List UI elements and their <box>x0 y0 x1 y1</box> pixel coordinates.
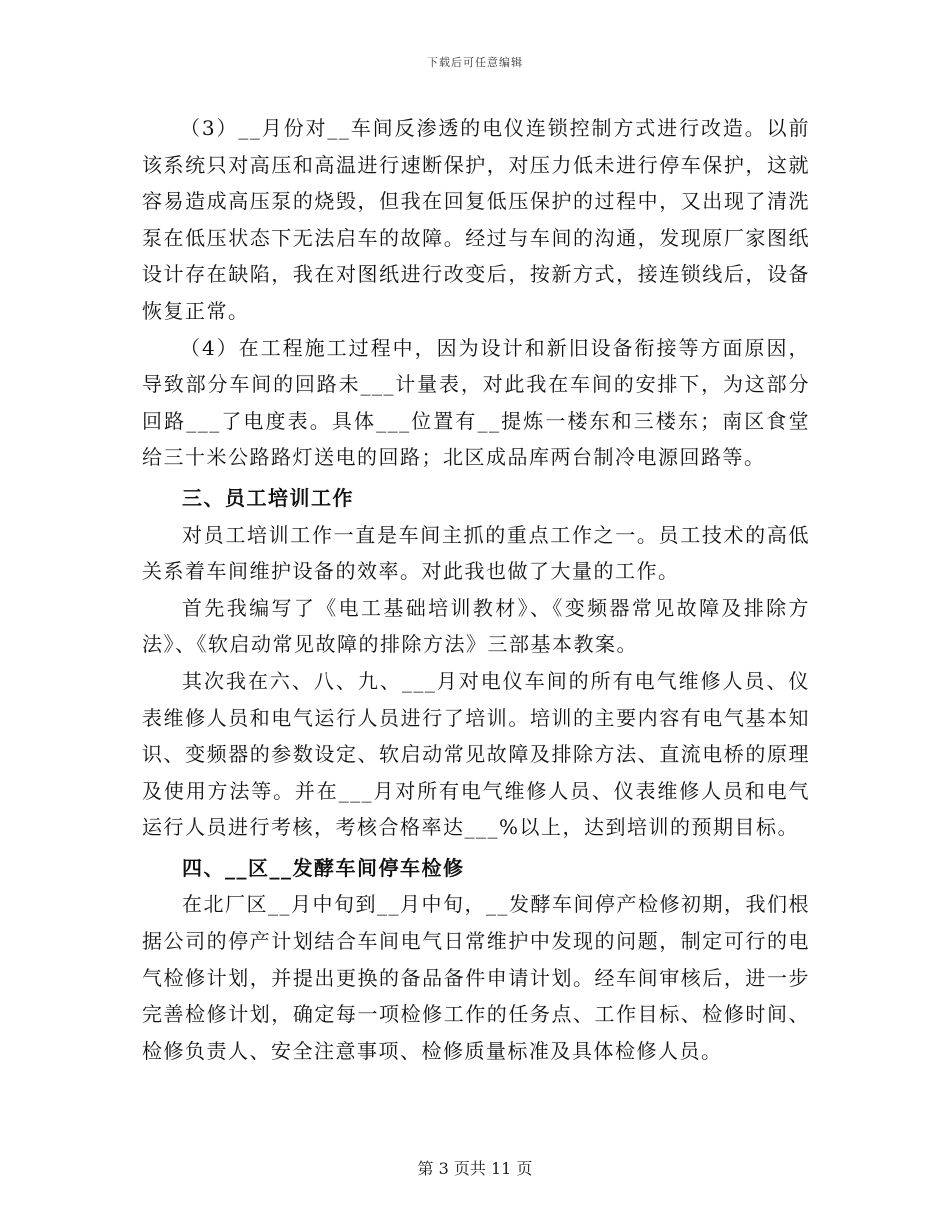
paragraph-training-intro: 对员工培训工作一直是车间主抓的重点工作之一。员工技术的高低关系着车间维护设备的效率。对此我也做了大量的工作。 <box>142 522 810 584</box>
paragraph-overhaul: 在北厂区__月中旬到__月中旬，__发酵车间停产检修初期，我们根据公司的停产计划结合车间电气日常维护中发现的问题，制定可行的电气检修计划，并提出更换的备品备件申请计划。经车间审核后，进一步完善检修计划，确定每一项检修工作的任务点、工作目标、检修时间、检修负责人、安全注意事项、检修质量标准及具体检修人员。 <box>142 892 810 1063</box>
paragraph-item-3: （3）__月份对__车间反渗透的电仪连锁控制方式进行改造。以前该系统只对高压和高温进行速断保护，对压力低未进行停车保护，这就容易造成高压泵的烧毁，但我在回复低压保护的过程中，又出现了清洗泵在低压状态下无法启车的故障。经过与车间的沟通，发现原厂家图纸设计存在缺陷，我在对图纸进行改变后，按新方式，接连锁线后，设备恢复正常。 <box>142 116 810 323</box>
document-body <box>142 110 810 1069</box>
section-heading-overhaul: 四、__区__发酵车间停车检修 <box>182 855 465 880</box>
page-footer-number: 第 3 页共 11 页 <box>417 1159 533 1178</box>
page-header: 下载后可任意编辑 <box>427 56 523 69</box>
paragraph-training-sessions: 其次我在六、八、九、___月对电仪车间的所有电气维修人员、仪表维修人员和电气运行人员进行了培训。培训的主要内容有电气基本知识、变频器的参数设定、软启动常见故障及排除方法、直流电桥的原理及使用方法等。并在___月对所有电气维修人员、仪表维修人员和电气运行人员进行考核，考核合格率达___%以上，达到培训的预期目标。 <box>142 668 810 840</box>
paragraph-training-materials: 首先我编写了《电工基础培训教材》、《变频器常见故障及排除方法》、《软启动常见故障的排除方法》三部基本教案。 <box>142 595 810 657</box>
paragraph-item-4: （4）在工程施工过程中，因为设计和新旧设备衔接等方面原因，导致部分车间的回路未___计量表，对此我在车间的安排下，为这部分回路___了电度表。具体___位置有__提炼一楼东和三楼东；南区食堂给三十米公路路灯送电的回路；北区成品库两台制冷电源回路等。 <box>142 335 810 470</box>
section-heading-staff-training: 三、员工培训工作 <box>182 485 354 510</box>
